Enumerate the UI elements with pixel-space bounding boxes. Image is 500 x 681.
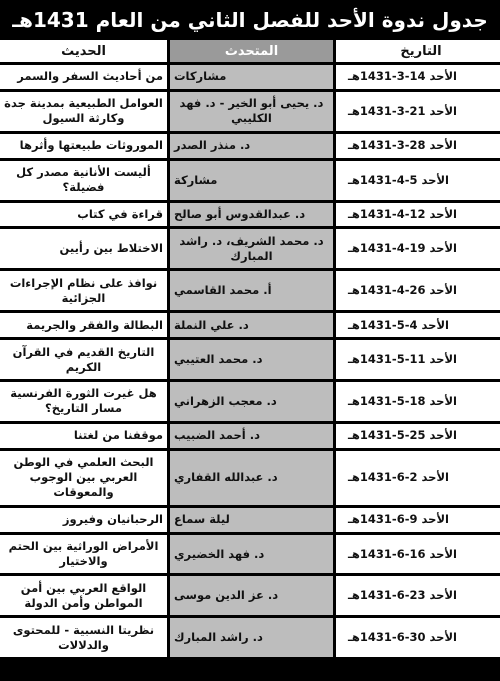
table-cell-topic: العوامل الطبيعية بمدينة جدة وكارثة السيول [0,92,167,131]
table-cell-date: الأحد 30-6-1431هـ [336,618,500,657]
table-cell-speaker: د. أحمد الضبيب [170,424,333,448]
table-cell-date: الأحد 26-4-1431هـ [336,271,500,310]
table-cell-date: الأحد 23-6-1431هـ [336,576,500,615]
table-cell-speaker: د. معجب الزهراني [170,382,333,421]
table-cell-date: الأحد 18-5-1431هـ [336,382,500,421]
page-title: جدول ندوة الأحد للفصل الثاني من العام 1431هـ [0,0,500,40]
table-cell-topic: الرحبانيان وفيروز [0,508,167,532]
column-header-speaker: المتحدث [170,40,333,62]
table-cell-topic: موقفنا من لغتنا [0,424,167,448]
table-cell-speaker: د. عبدالله القفاري [170,451,333,505]
schedule-table [0,40,500,681]
table-cell-speaker: د. منذر الصدر [170,134,333,158]
table-cell-speaker: د. علي النملة [170,313,333,337]
table-cell-topic: الاختلاط بين رأيين [0,229,167,268]
table-cell-topic: من أحاديث السفر والسمر [0,65,167,89]
table-cell-topic: الموروثات طبيعتها وأثرها [0,134,167,158]
table-cell-topic: نظريتا النسبية - للمحتوى والدلالات [0,618,167,657]
table-cell-speaker: د. يحيى أبو الخير - د. فهد الكليبي [170,92,333,131]
column-header-date: التاريخ [336,40,500,62]
table-cell-topic: الواقع العربي بين أمن المواطن وأمن الدولة [0,576,167,615]
table-cell-date: الأحد 21-3-1431هـ [336,92,500,131]
table-cell-topic: أليست الأنانية مصدر كل فضيلة؟ [0,161,167,200]
table-cell-date: الأحد 14-3-1431هـ [336,65,500,89]
table-cell-speaker: د. عز الدين موسى [170,576,333,615]
table-cell-date: الأحد 16-6-1431هـ [336,535,500,574]
column-header-topic: الحديث [0,40,167,62]
table-cell-topic: هل غيرت الثورة الفرنسية مسار التاريخ؟ [0,382,167,421]
table-cell-date: الأحد 4-5-1431هـ [336,313,500,337]
table-cell-topic: البحث العلمي في الوطن العربي بين الوجوب والمعوقات [0,451,167,505]
table-cell-date: الأحد 5-4-1431هـ [336,161,500,200]
table-cell-topic: البطالة والفقر والجريمة [0,313,167,337]
table-cell-topic: نوافذ على نظام الإجراءات الجزائية [0,271,167,310]
table-cell-speaker: مشاركات [170,65,333,89]
table-cell-date: الأحد 12-4-1431هـ [336,203,500,227]
table-cell-date: الأحد 25-5-1431هـ [336,424,500,448]
table-cell-date: الأحد 9-6-1431هـ [336,508,500,532]
table-cell-date: الأحد 19-4-1431هـ [336,229,500,268]
table-cell-topic: التاريخ القديم في القرآن الكريم [0,340,167,379]
table-cell-topic: قراءة في كتاب [0,203,167,227]
table-cell-topic: الأمراض الوراثية بين الحتم والاختيار [0,535,167,574]
table-cell-speaker: د. محمد العتيبي [170,340,333,379]
table-cell-speaker: مشاركة [170,161,333,200]
table-cell-date: الأحد 11-5-1431هـ [336,340,500,379]
table-cell-speaker: د. محمد الشريف، د. راشد المبارك [170,229,333,268]
table-cell-speaker: ليلة سماع [170,508,333,532]
table-cell-speaker: د. فهد الخضيري [170,535,333,574]
table-cell-date: الأحد 28-3-1431هـ [336,134,500,158]
table-cell-speaker: د. راشد المبارك [170,618,333,657]
table-cell-date: الأحد 2-6-1431هـ [336,451,500,505]
table-cell-speaker: د. عبدالقدوس أبو صالح [170,203,333,227]
table-cell-speaker: أ. محمد القاسمي [170,271,333,310]
